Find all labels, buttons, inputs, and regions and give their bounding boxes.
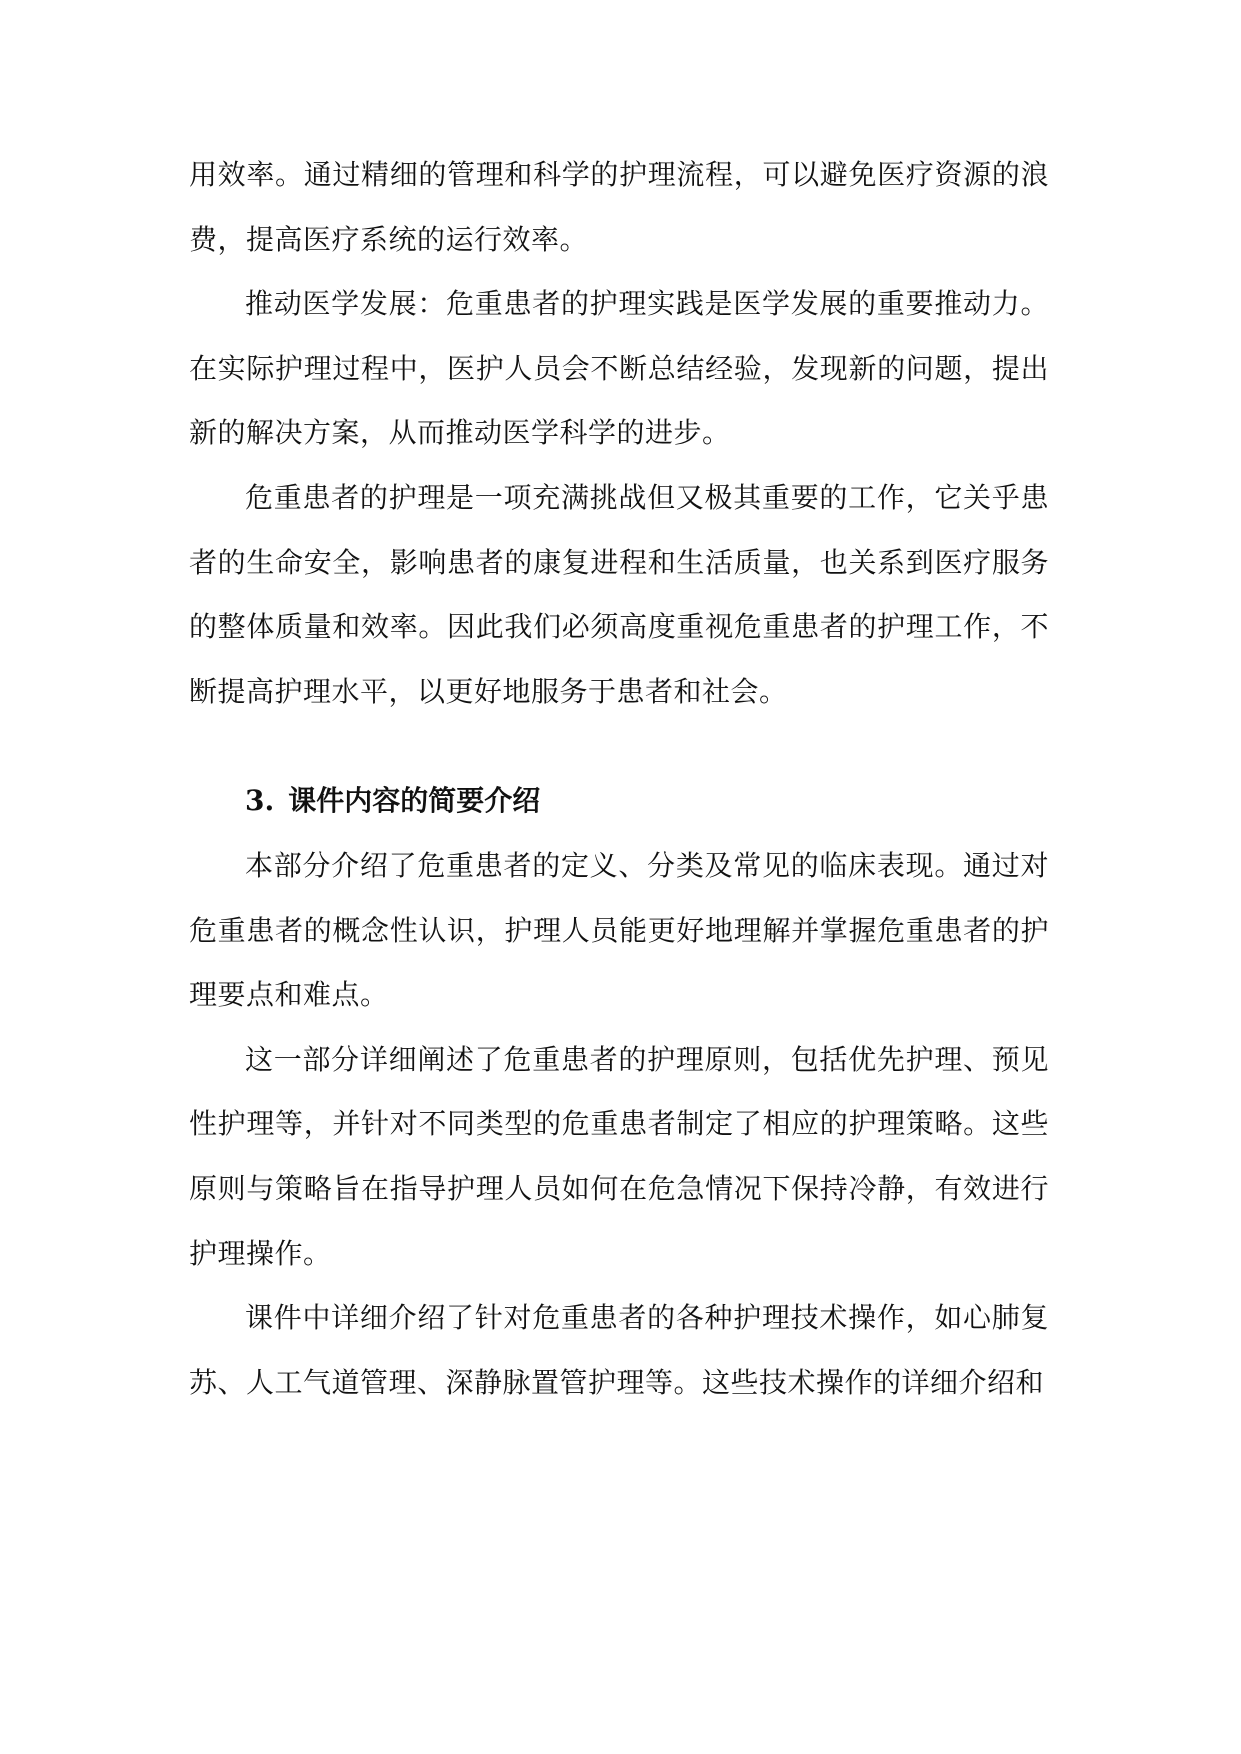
page-content <box>189 143 1049 1415</box>
paragraph: 课件中详细介绍了针对危重患者的各种护理技术操作，如心肺复苏、人工气道管理、深静脉置管护理等。这些技术操作的详细介绍和 <box>189 1301 1049 1399</box>
paragraph: 本部分介绍了危重患者的定义、分类及常见的临床表现。通过对危重患者的概念性认识，护理人员能更好地理解并掌握危重患者的护理要点和难点。 <box>189 848 1049 1012</box>
paragraph: 危重患者的护理是一项充满挑战但又极其重要的工作，它关乎患者的生命安全，影响患者的康复进程和生活质量，也关系到医疗服务的整体质量和效率。因此我们必须高度重视危重患者的护理工作，不断提高护理水平，以更好地服务于患者和社会。 <box>189 480 1049 708</box>
paragraph: 用效率。通过精细的管理和科学的护理流程，可以避免医疗资源的浪费，提高医疗系统的运行效率。 <box>189 158 1049 256</box>
paragraph: 这一部分详细阐述了危重患者的护理原则，包括优先护理、预见性护理等，并针对不同类型的危重患者制定了相应的护理策略。这些原则与策略旨在指导护理人员如何在危急情况下保持冷静，有效进行护理操作。 <box>189 1042 1049 1270</box>
section-number: 3. <box>245 784 275 818</box>
section-title: 课件内容的简要介绍 <box>288 784 541 818</box>
paragraph: 推动医学发展：危重患者的护理实践是医学发展的重要推动力。在实际护理过程中，医护人员会不断总结经验，发现新的问题，提出新的解决方案，从而推动医学科学的进步。 <box>189 287 1049 450</box>
section-heading <box>189 769 1049 834</box>
